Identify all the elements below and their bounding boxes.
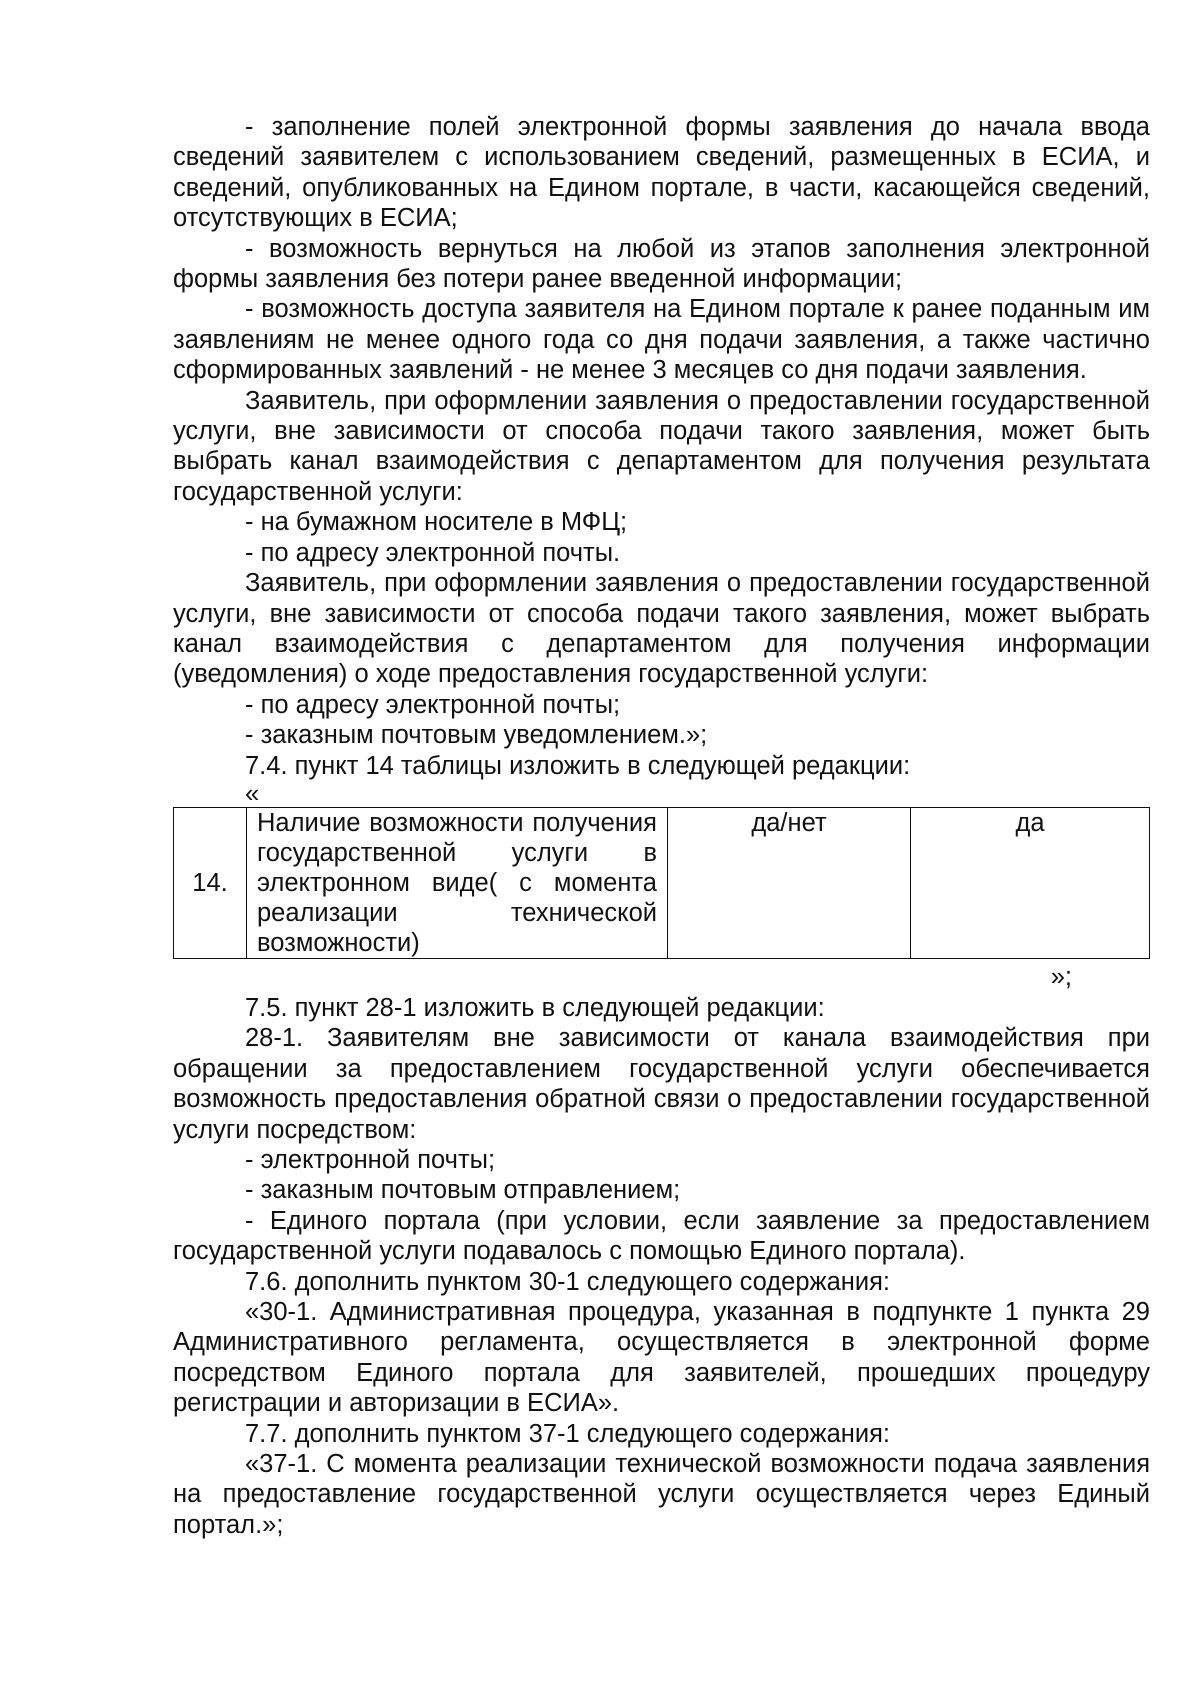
list-item: - заказным почтовым уведомлением.»; [245,721,708,750]
paragraph-prefill: - заполнение полей электронной формы заявления до начала ввода сведений заявителем с использованием сведений, размещенных в ЕСИА, и сведений, опубликованных на Едином портале, в части, касающейся сведений, отсутствующих в ЕСИА; [173,113,1150,233]
list-item: - по адресу электронной почты; [245,690,621,719]
table-row [174,807,1150,958]
table-cell-value: да [911,807,1150,958]
open-quote: « [245,779,260,808]
close-quote: »; [1050,962,1072,991]
section-heading-7-6: 7.6. дополнить пунктом 30-1 следующего содержания: [245,1267,891,1296]
section-heading-7-7: 7.7. дополнить пунктом 37-1 следующего содержания: [245,1419,891,1448]
paragraph-notification-channel: Заявитель, при оформлении заявления о предоставлении государственной услуги, вне зависимости от способа подачи такого заявления, может выбрать канал взаимодействия с департаментом для получения информации (уведомления) о ходе предоставления государственной услуги: [173,569,1150,689]
list-item: - на бумажном носителе в МФЦ; [245,508,628,537]
amendment-table [173,807,1150,959]
list-item: - по адресу электронной почты. [245,538,621,567]
paragraph-result-channel: Заявитель, при оформлении заявления о предоставлении государственной услуги, вне зависимости от способа подачи такого заявления, может быть выбрать канал взаимодействия с департаментом для получения результата государственной услуги: [173,386,1150,506]
paragraph-access-applications: - возможность доступа заявителя на Едином портале к ранее поданным им заявлениям не менее одного года со дня подачи заявления, а также частично сформированных заявлений - не менее 3 месяцев со дня подачи заявления. [173,295,1150,385]
table-cell-unit: да/нет [668,807,911,958]
document-page [173,112,1150,1540]
paragraph-single-portal: - Единого портала (при условии, если заявление за предоставлением государственной услуги подавалось с помощью Единого портала). [173,1206,1150,1266]
paragraph-30-1: «30-1. Административная процедура, указанная в подпункте 1 пункта 29 Административного регламента, осуществляется в электронной форме посредством Единого портала для заявителей, прошедших процедуру регистрации и авторизации в ЕСИА». [173,1298,1150,1418]
section-heading-7-4: 7.4. пункт 14 таблицы изложить в следующей редакции: [245,751,911,780]
table-cell-description: Наличие возможности получения государственной услуги в электронном виде( с момента реализации технической возможности) [247,807,668,958]
section-heading-7-5: 7.5. пункт 28-1 изложить в следующей редакции: [245,993,825,1022]
list-item: - заказным почтовым отправлением; [245,1176,681,1205]
table-cell-number: 14. [174,807,247,958]
paragraph-return-to-step: - возможность вернуться на любой из этапов заполнения электронной формы заявления без потери ранее введенной информации; [173,234,1150,294]
list-item: - электронной почты; [245,1145,496,1174]
paragraph-feedback: 28-1. Заявителям вне зависимости от канала взаимодействия при обращении за предоставлением государственной услуги обеспечивается возможность предоставления обратной связи о предоставлении государственной услуги посредством: [173,1024,1150,1144]
paragraph-37-1: «37-1. С момента реализации технической возможности подача заявления на предоставление государственной услуги осуществляется через Единый портал.»; [173,1450,1150,1539]
